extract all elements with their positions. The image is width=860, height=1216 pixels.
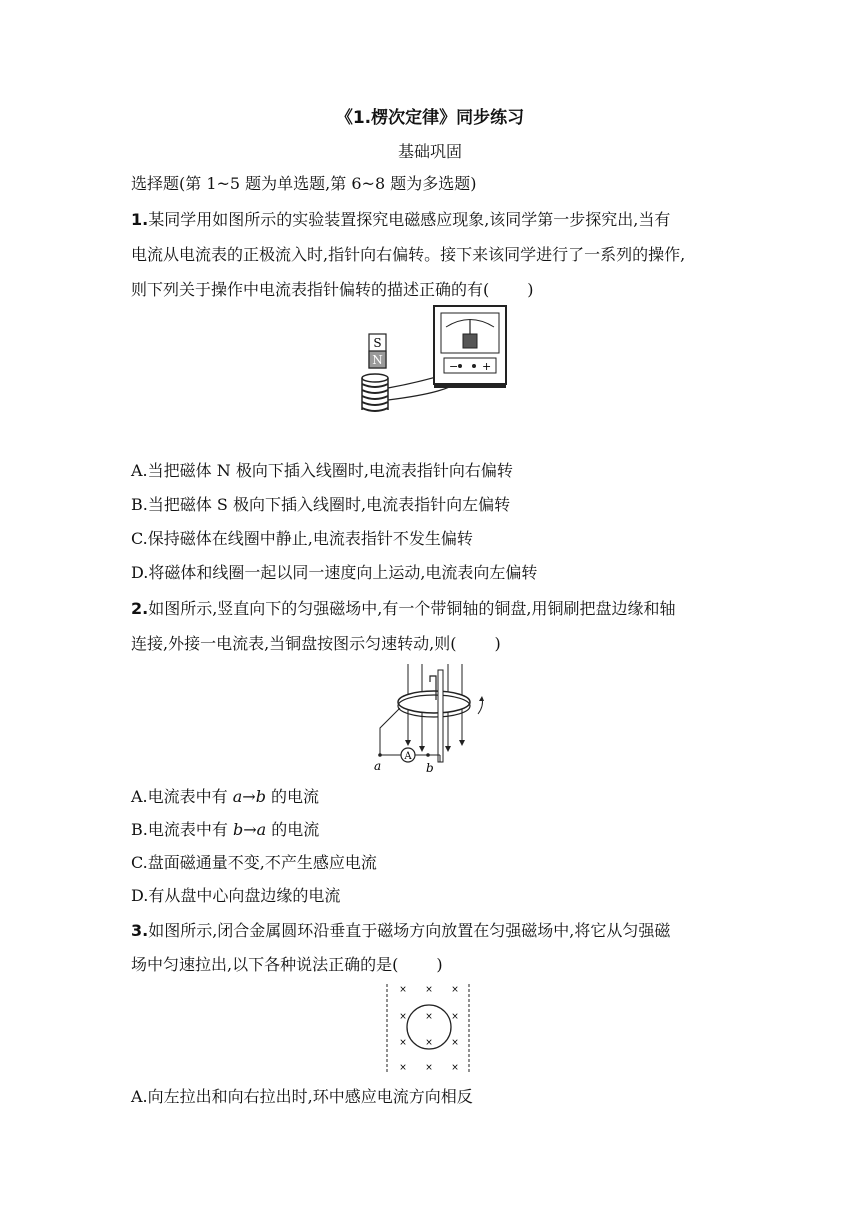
q2-option-c: C.盘面磁通量不变,不产生感应电流 xyxy=(131,853,377,872)
q1-stem-line-2: 电流从电流表的正极流入时,指针向右偏转。接下来该同学进行了一系列的操作, xyxy=(131,245,686,264)
q2-number: 2. xyxy=(131,599,149,618)
terminal-minus-label: − xyxy=(449,360,459,373)
q3-number: 3. xyxy=(131,921,149,940)
q3-stem-line-1: 3.如图所示,闭合金属圆环沿垂直于磁场方向放置在匀强磁场中,将它从匀强磁 xyxy=(131,921,671,940)
q1-stem-line-1: 1.某同学用如图所示的实验装置探究电磁感应现象,该同学第一步探究出,当有 xyxy=(131,210,671,229)
q1-option-c: C.保持磁体在线圈中静止,电流表指针不发生偏转 xyxy=(131,529,473,548)
q1-figure-galvanometer-coil xyxy=(350,300,520,425)
svg-text:×: × xyxy=(399,985,407,995)
q1-number: 1. xyxy=(131,210,149,229)
q2-stem-line-2: 连接,外接一电流表,当铜盘按图示匀速转动,则( ) xyxy=(131,634,501,653)
svg-text:×: × xyxy=(425,985,433,995)
ammeter-label: A xyxy=(404,751,412,762)
q2-figure-copper-disk xyxy=(370,662,495,774)
svg-text:×: × xyxy=(451,1012,459,1022)
q2-option-d: D.有从盘中心向盘边缘的电流 xyxy=(131,886,341,905)
q1-option-d: D.将磁体和线圈一起以同一速度向上运动,电流表向左偏转 xyxy=(131,563,538,582)
q2-option-a: A.电流表中有 a→b 的电流 xyxy=(131,787,320,806)
magnet-s-label: S xyxy=(373,336,382,350)
coil-icon xyxy=(362,374,388,411)
field-crosses xyxy=(399,985,459,1073)
q2-option-b: B.电流表中有 b→a 的电流 xyxy=(131,820,320,839)
point-a-label: a xyxy=(374,759,382,773)
svg-text:×: × xyxy=(399,1012,407,1022)
q2-stem-line-1: 2.如图所示,竖直向下的匀强磁场中,有一个带铜轴的铜盘,用铜刷把盘边缘和轴 xyxy=(131,599,676,618)
svg-text:×: × xyxy=(399,1038,407,1048)
q1-option-b: B.当把磁体 S 极向下插入线圈时,电流表指针向左偏转 xyxy=(131,495,511,514)
svg-text:×: × xyxy=(451,1038,459,1048)
galvanometer-icon xyxy=(434,306,506,388)
svg-text:×: × xyxy=(425,1012,433,1022)
svg-text:×: × xyxy=(425,1038,433,1048)
svg-text:×: × xyxy=(425,1063,433,1073)
page-title: 《1.楞次定律》同步练习 xyxy=(335,108,525,128)
svg-text:×: × xyxy=(451,985,459,995)
terminal-plus-label: + xyxy=(482,360,492,373)
svg-text:×: × xyxy=(399,1063,407,1073)
magnet-n-label: N xyxy=(372,353,383,367)
svg-text:×: × xyxy=(451,1063,459,1073)
q1-option-a: A.当把磁体 N 极向下插入线圈时,电流表指针向右偏转 xyxy=(131,461,513,480)
question-instruction: 选择题(第 1~5 题为单选题,第 6~8 题为多选题) xyxy=(131,174,477,193)
q3-option-a: A.向左拉出和向右拉出时,环中感应电流方向相反 xyxy=(131,1087,473,1106)
q1-stem-line-3: 则下列关于操作中电流表指针偏转的描述正确的有( ) xyxy=(131,280,534,299)
q3-figure-magnetic-field-ring xyxy=(382,982,476,1074)
section-subtitle: 基础巩固 xyxy=(397,142,462,161)
q3-stem-line-2: 场中匀速拉出,以下各种说法正确的是( ) xyxy=(131,955,443,974)
point-b-label: b xyxy=(426,761,434,774)
ammeter-icon xyxy=(401,748,415,762)
